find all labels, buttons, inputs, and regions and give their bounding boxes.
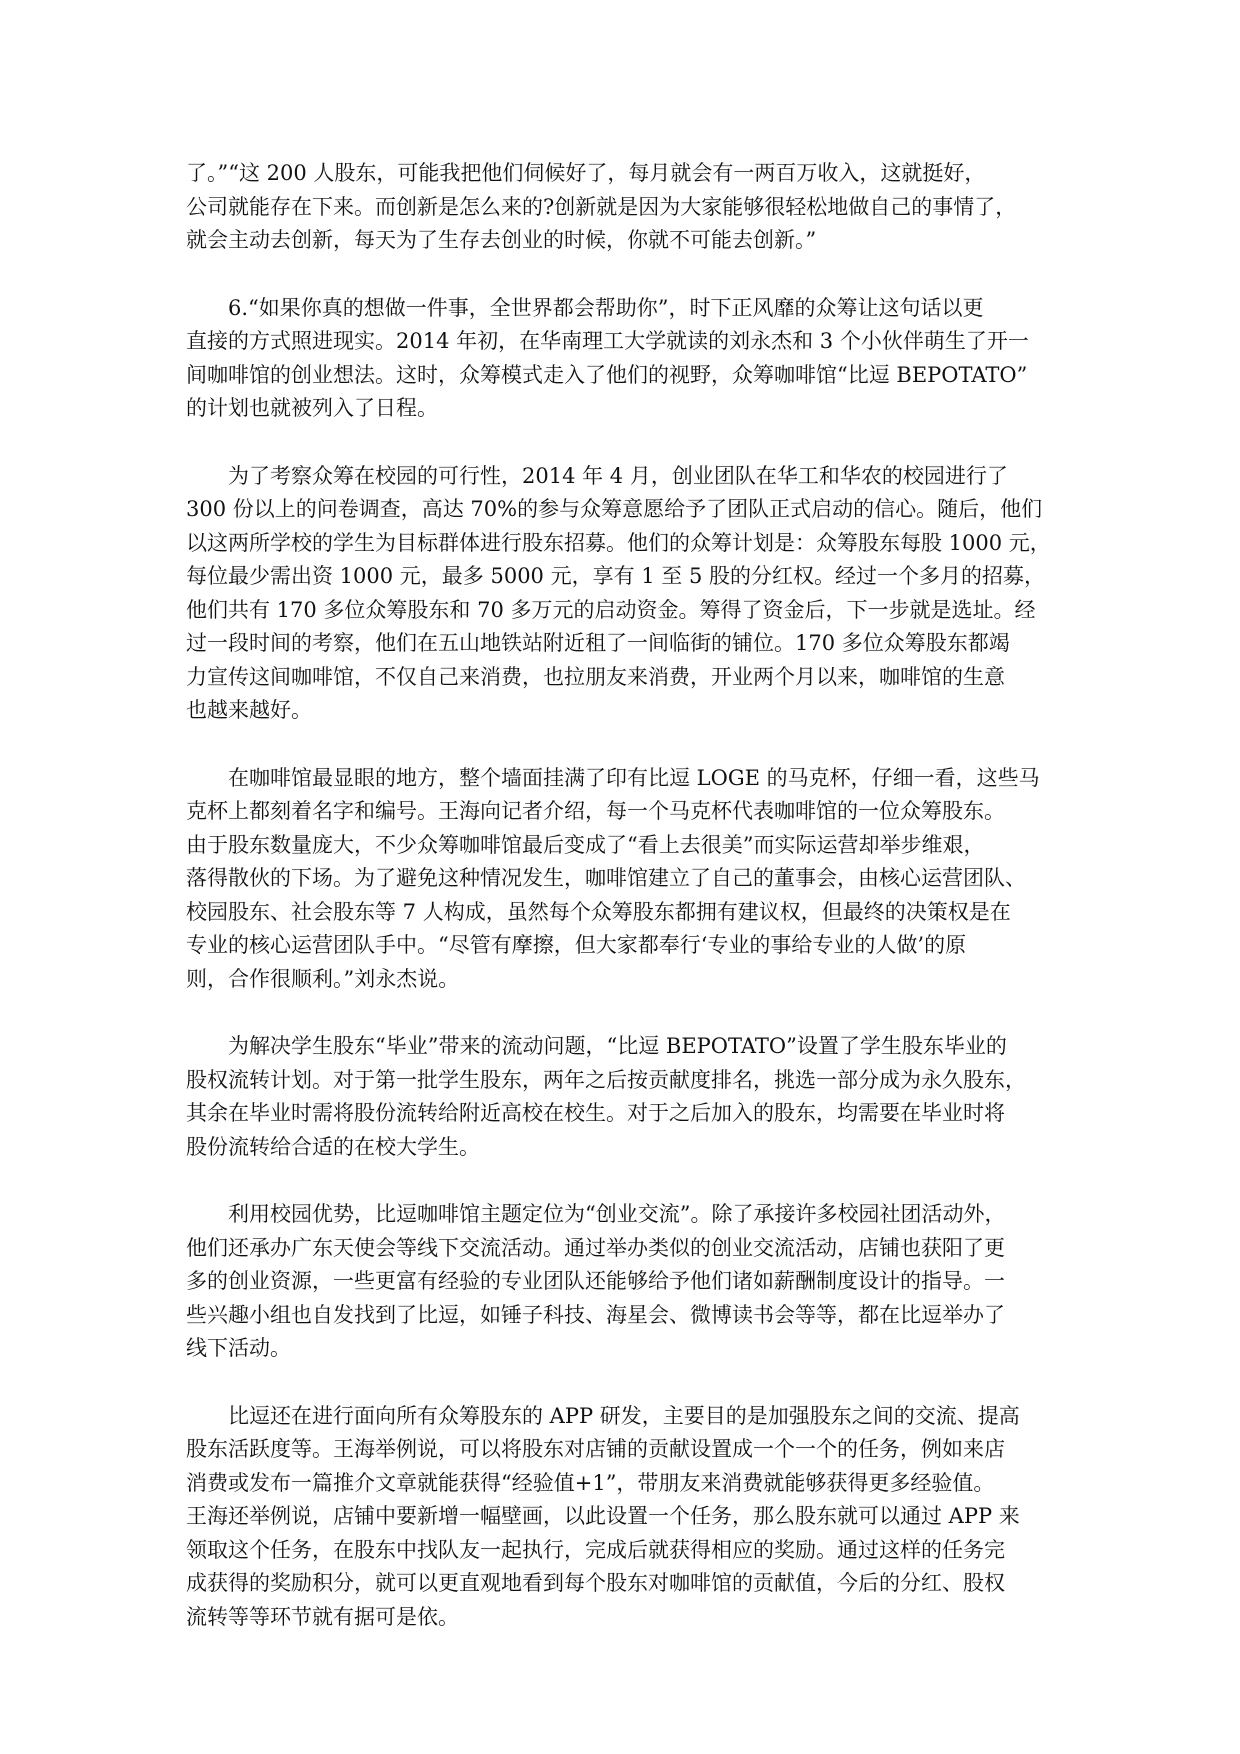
text-line: 校园股东、社会股东等 7 人构成，虽然每个众筹股东都拥有建议权，但最终的决策权是在 xyxy=(186,899,1011,924)
paragraph-3 xyxy=(186,460,1056,728)
text-line: 线下活动。 xyxy=(186,1336,291,1360)
text-line: 则，合作很顺利。”刘永杰说。 xyxy=(186,966,460,991)
text-line: 了。”“这 200 人股东，可能我把他们伺候好了，每月就会有一两百万收入，这就挺好， xyxy=(186,161,986,185)
text-line: 过一段时间的考察，他们在五山地铁站附近租了一间临街的铺位。170 多位众筹股东都竭 xyxy=(186,631,1010,655)
text-line: 为了考察众筹在校园的可行性，2014 年 4 月，创业团队在华工和华农的校园进行了 xyxy=(186,463,1008,488)
text-line: 专业的核心运营团队手中。“尽管有摩擦，但大家都奉行‘专业的事给专业的人做’的原 xyxy=(186,933,967,957)
paragraph-1 xyxy=(186,157,1056,258)
text-line: 在咖啡馆最显眼的地方，整个墙面挂满了印有比逗 LOGE 的马克杯，仔细一看，这些马 xyxy=(186,765,1040,790)
text-line: 些兴趣小组也自发找到了比逗，如锤子科技、海星会、微博读书会等等，都在比逗举办了 xyxy=(186,1302,1005,1327)
text-line: 其余在毕业时需将股份流转给附近高校在校生。对于之后加入的股东，均需要在毕业时将 xyxy=(186,1101,1005,1125)
text-line: 每位最少需出资 1000 元，最多 5000 元，享有 1 至 5 股的分红权。经过一个多月的招募， xyxy=(186,564,1046,588)
text-line: 落得散伙的下场。为了避免这种情况发生，咖啡馆建立了自己的董事会，由核心运营团队、 xyxy=(186,866,1026,890)
text-line: 300 份以上的问卷调查，高达 70%的参与众筹意愿给予了团队正式启动的信心。随后，他们 xyxy=(186,497,1043,521)
text-line: 利用校园优势，比逗咖啡馆主题定位为“创业交流”。除了承接许多校园社团活动外， xyxy=(186,1202,1006,1226)
text-line: 多的创业资源，一些更富有经验的专业团队还能够给予他们诸如薪酬制度设计的指导。一 xyxy=(186,1269,1005,1293)
text-line: 克杯上都刻着名字和编号。王海向记者介绍，每一个马克杯代表咖啡馆的一位众筹股东。 xyxy=(186,799,1005,823)
text-line: 以这两所学校的学生为目标群体进行股东招募。他们的众筹计划是：众筹股东每股 1000 元， xyxy=(186,530,1051,555)
text-line: 股东活跃度等。王海举例说，可以将股东对店铺的贡献设置成一个一个的任务，例如来店 xyxy=(186,1437,1005,1461)
text-line: 股份流转给合适的在校大学生。 xyxy=(186,1134,480,1159)
text-line: 他们共有 170 多位众筹股东和 70 多万元的启动资金。筹得了资金后，下一步就是选址。经 xyxy=(186,597,1036,622)
paragraph-2 xyxy=(186,292,1056,426)
text-line: 就会主动去创新，每天为了生存去创业的时候，你就不可能去创新。” xyxy=(186,228,817,252)
text-line: 王海还举例说，店铺中要新增一幅壁画，以此设置一个任务，那么股东就可以通过 APP 来 xyxy=(186,1504,1020,1528)
text-line: 间咖啡馆的创业想法。这时，众筹模式走入了他们的视野，众筹咖啡馆“比逗 BEPOTATO” xyxy=(186,362,1028,387)
text-line: 直接的方式照进现实。2014 年初，在华南理工大学就读的刘永杰和 3 个小伙伴萌生了开一 xyxy=(186,329,1029,353)
text-line: 力宣传这间咖啡馆，不仅自己来消费，也拉朋友来消费，开业两个月以来，咖啡馆的生意 xyxy=(186,664,1005,689)
text-line: 股权流转计划。对于第一批学生股东，两年之后按贡献度排名，挑选一部分成为永久股东， xyxy=(186,1067,1026,1092)
paragraph-4 xyxy=(186,762,1056,997)
article-body xyxy=(186,157,1056,1668)
text-line: 他们还承办广东天使会等线下交流活动。通过举办类似的创业交流活动，店铺也获阳了更 xyxy=(186,1235,1005,1260)
text-line: 也越来越好。 xyxy=(186,698,312,722)
text-line: 比逗还在进行面向所有众筹股东的 APP 研发，主要目的是加强股东之间的交流、提高 xyxy=(186,1403,1020,1428)
text-line: 公司就能存在下来。而创新是怎么来的?创新就是因为大家能够很轻松地做自己的事情了， xyxy=(186,194,1017,219)
text-line: 由于股东数量庞大，不少众筹咖啡馆最后变成了“看上去很美”而实际运营却举步维艰， xyxy=(186,832,985,857)
text-line: 消费或发布一篇推介文章就能获得“经验值+1”，带朋友来消费就能够获得更多经验值。 xyxy=(186,1470,995,1495)
paragraph-7 xyxy=(186,1400,1056,1635)
text-line: 成获得的奖励积分，就可以更直观地看到每个股东对咖啡馆的贡献值，今后的分红、股权 xyxy=(186,1571,1005,1595)
text-line: 的计划也就被列入了日程。 xyxy=(186,396,438,420)
text-line: 领取这个任务，在股东中找队友一起执行，完成后就获得相应的奖励。通过这样的任务完 xyxy=(186,1537,1005,1562)
text-line: 流转等等环节就有据可是依。 xyxy=(186,1604,459,1629)
text-line: 6.“如果你真的想做一件事，全世界都会帮助你”，时下正风靡的众筹让这句话以更 xyxy=(186,295,984,320)
paragraph-5 xyxy=(186,1030,1056,1164)
paragraph-6 xyxy=(186,1198,1056,1366)
text-line: 为解决学生股东“毕业”带来的流动问题，“比逗 BEPOTATO”设置了学生股东毕业的 xyxy=(186,1034,1007,1058)
